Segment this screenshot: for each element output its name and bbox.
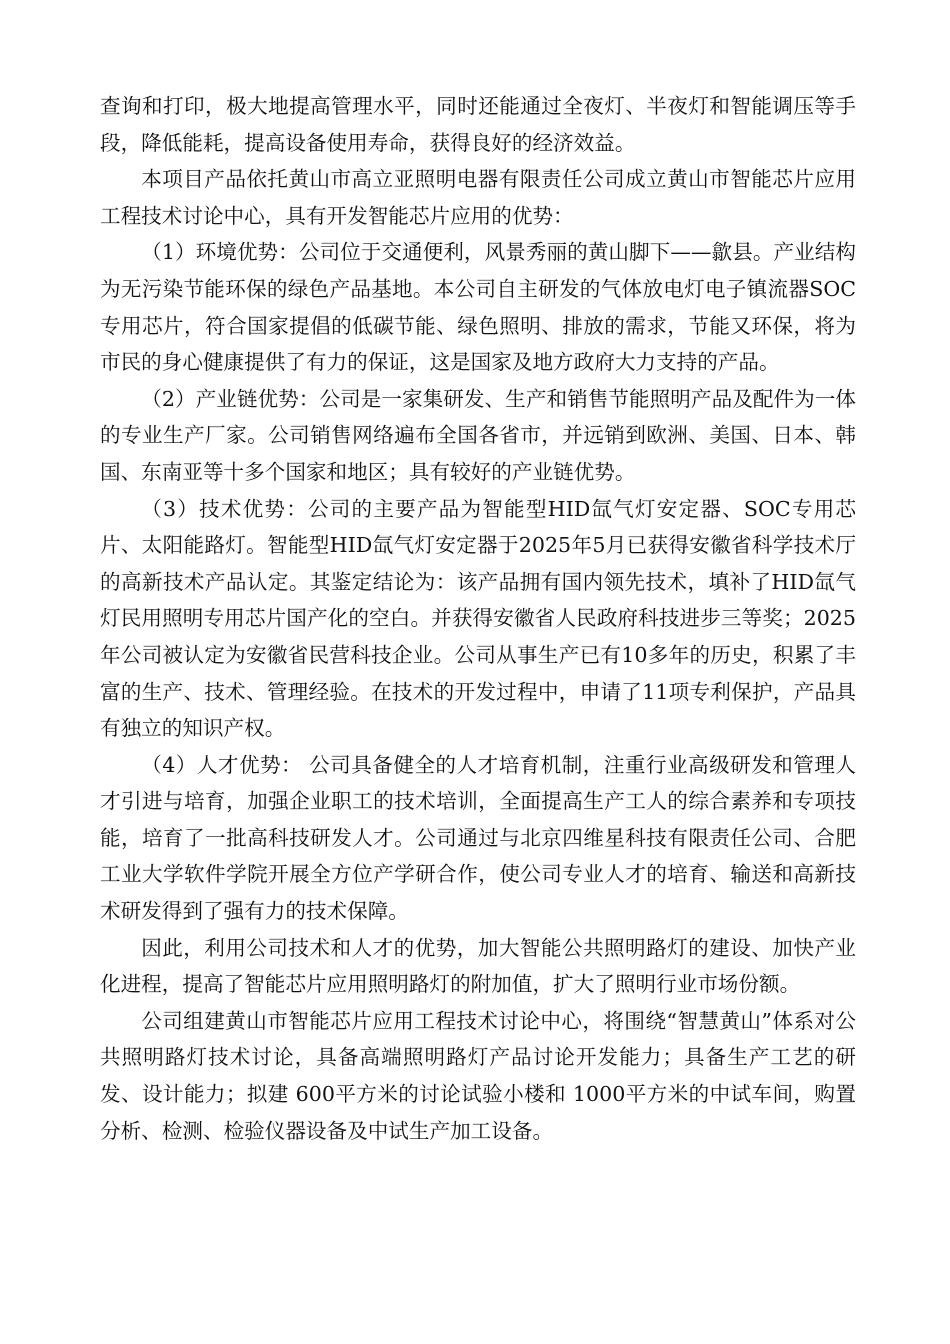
document-page (100, 88, 856, 1149)
paragraph-industry-chain-advantage: （2）产业链优势：公司是一家集研发、生产和销售节能照明产品及配件为一体的专业生产厂家。公司销售网络遍布全国各省市，并远销到欧洲、美国、日本、韩国、东南亚等十多个国家和地区；具有较好的产业链优势。 (100, 386, 856, 484)
paragraph-technology-advantage: （3）技术优势：公司的主要产品为智能型HID氙气灯安定器、SOC专用芯片、太阳能路灯。智能型HID氙气灯安定器于2025年5月已获得安徽省科学技术厅的高新技术产品认定。其鉴定结论为：该产品拥有国内领先技术，填补了HID氙气灯民用照明专用芯片国产化的空白。并获得安徽省人民政府科技进步三等奖；2025年公司被认定为安徽省民营科技企业。公司从事生产已有10多年的历史，积累了丰富的生产、技术、管理经验。在技术的开发过程中，申请了11项专利保护，产品具有独立的知识产权。 (100, 496, 856, 741)
paragraph-intro-continuation: 查询和打印，极大地提高管理水平，同时还能通过全夜灯、半夜灯和智能调压等手段，降低能耗，提高设备使用寿命，获得良好的经济效益。 (100, 94, 856, 155)
paragraph-conclusion: 因此，利用公司技术和人才的优势，加大智能公共照明路灯的建设、加快产业化进程，提高了智能芯片应用照明路灯的附加值，扩大了照明行业市场份额。 (100, 935, 856, 997)
paragraph-research-center-plan: 公司组建黄山市智能芯片应用工程技术讨论中心，将围绕“智慧黄山”体系对公共照明路灯技术讨论，具备高端照明路灯产品讨论开发能力；具备生产工艺的研发、设计能力；拟建 600平方米的讨论试验小楼和 1000平方米的中试车间，购置分析、检测、检验仪器设备及中试生产加工设备。 (100, 1008, 856, 1143)
paragraph-talent-advantage: （4）人才优势： 公司具备健全的人才培育机制，注重行业高级研发和管理人才引进与培育，加强企业职工的技术培训，全面提高生产工人的综合素养和专项技能，培育了一批高科技研发人才。公司通过与北京四维星科技有限责任公司、合肥工业大学软件学院开展全方位产学研合作，使公司专业人才的培育、输送和高新技术研发得到了强有力的技术保障。 (100, 752, 856, 924)
paragraph-advantages-intro: 本项目产品依托黄山市高立亚照明电器有限责任公司成立黄山市智能芯片应用工程技术讨论中心，具有开发智能芯片应用的优势： (100, 167, 856, 228)
paragraph-environment-advantage: （1）环境优势：公司位于交通便利，风景秀丽的黄山脚下——歙县。产业结构为无污染节能环保的绿色产品基地。本公司自主研发的气体放电灯电子镇流器SOC专用芯片，符合国家提倡的低碳节能、绿色照明、排放的需求，节能又环保，将为市民的身心健康提供了有力的保证，这是国家及地方政府大力支持的产品。 (100, 240, 856, 375)
